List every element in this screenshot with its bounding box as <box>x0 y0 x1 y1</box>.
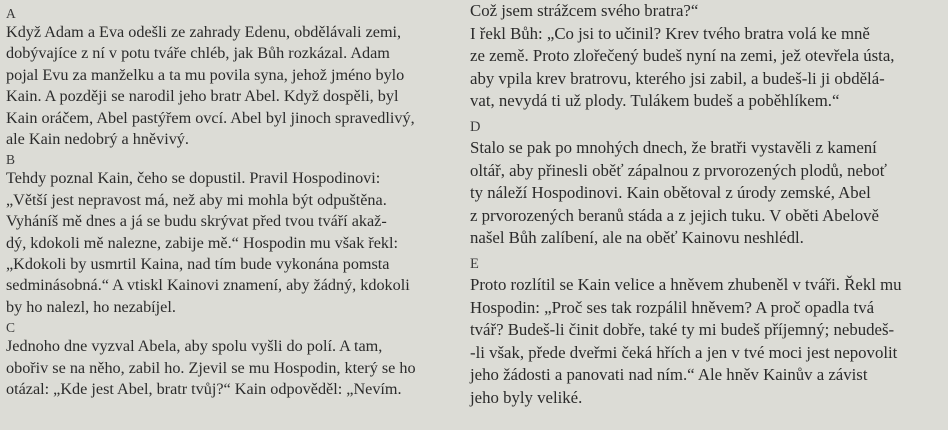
section-c-continued <box>470 0 946 113</box>
left-column <box>6 4 454 401</box>
section-e <box>470 254 946 410</box>
text-line: obořiv se na něho, zabil ho. Zjevil se mu Hospodin, který se ho <box>6 358 416 377</box>
text-line: z prvorozených beranů stáda a z jejich tuku. V oběti Abelově <box>470 205 879 225</box>
section-c <box>6 320 454 400</box>
section-letter: A <box>6 6 16 21</box>
text-line: oltář, aby přinesli oběť zápalnou z prvorozených plodů, neboť <box>470 160 887 180</box>
text-line: Stalo se pak po mnohých dnech, že bratři vystavěli z kamení <box>470 137 877 157</box>
text-line: -li však, přede dveřmi čeká hřích a jen v tvé moci jest nepovolit <box>470 342 898 362</box>
text-line: I řekl Bůh: „Co jsi to učinil? Krev tvého bratra volá ke mně <box>470 23 870 43</box>
section-d <box>470 117 946 250</box>
text-line: Kain. A později se narodil jeho bratr Abel. Když dospěli, byl <box>6 87 399 106</box>
section-letter: E <box>470 255 479 272</box>
text-line: našel Bůh zalíbení, ale na oběť Kainovu neshlédl. <box>470 228 804 248</box>
text-line: aby vpila krev bratrovu, kterého jsi zabil, a budeš-li ji obdělá- <box>470 68 885 88</box>
text-line: Vyháníš mě dnes a já se budu skrývat před tvou tváří akaž- <box>6 212 387 231</box>
text-line: vat, nevydá ti už plody. Tulákem budeš a poběhlíkem.“ <box>470 91 840 111</box>
section-letter: C <box>6 320 16 336</box>
text-line: Když Adam a Eva odešli ze zahrady Edenu, obdělávali zemi, <box>6 23 402 41</box>
text-line: Tehdy poznal Kain, čeho se dopustil. Pravil Hospodinovi: <box>6 169 381 188</box>
text-line: ty náleží Hospodinovi. Kain obětoval z úrody zemské, Abel <box>470 183 871 203</box>
text-line: jeho byly veliké. <box>470 387 583 407</box>
text-line: sedminásobná.“ A vtiskl Kainovi znamení, aby žádný, kdokoli <box>6 276 410 295</box>
text-line: Kain oráčem, Abel pastýřem ovcí. Abel byl jinoch spravedlivý, <box>6 108 415 127</box>
text-line: ale Kain nedobrý a hněvivý. <box>6 130 189 149</box>
section-b <box>6 152 454 318</box>
section-letter: D <box>470 118 481 135</box>
text-line: Jednoho dne vyzval Abela, aby spolu vyšli do polí. A tam, <box>6 337 383 356</box>
text-line: „Kdokoli by usmrtil Kaina, nad tím bude vykonána pomsta <box>6 255 390 274</box>
text-line: otázal: „Kde jest Abel, bratr tvůj?“ Kain odpověděl: „Nevím. <box>6 380 402 399</box>
section-letter: B <box>6 152 16 168</box>
text-line: ze země. Proto zlořečený budeš nyní na zemi, jež otevřela ústa, <box>470 46 895 66</box>
right-column <box>470 0 946 410</box>
text-line: dobývajíce z ní v potu tváře chléb, jak Bůh rozkázal. Adam <box>6 44 390 63</box>
text-line: „Větší jest nepravost má, než aby mi mohla být odpuštěna. <box>6 190 387 209</box>
text-line: Hospodin: „Proč ses tak rozpálil hněvem? A proč opadla tvá <box>470 297 875 317</box>
section-a <box>6 6 454 150</box>
text-line: Proto rozlítil se Kain velice a hněvem zhubeněl v tváři. Řekl mu <box>470 274 902 294</box>
text-line: jeho žádosti a panovati nad ním.“ Ale hněv Kainův a závist <box>470 365 868 385</box>
text-line: pojal Evu za manželku a ta mu povila syna, jehož jméno bylo <box>6 65 405 84</box>
text-line: Což jsem strážcem svého bratra?“ <box>470 1 699 20</box>
text-line: dý, kdokoli mě nalezne, zabije mě.“ Hospodin mu však řekl: <box>6 233 398 252</box>
text-line: by ho nalezl, ho nezabíjel. <box>6 297 176 316</box>
text-line: tvář? Budeš-li činit dobře, také ty mi budeš příjemný; nebudeš- <box>470 320 895 340</box>
